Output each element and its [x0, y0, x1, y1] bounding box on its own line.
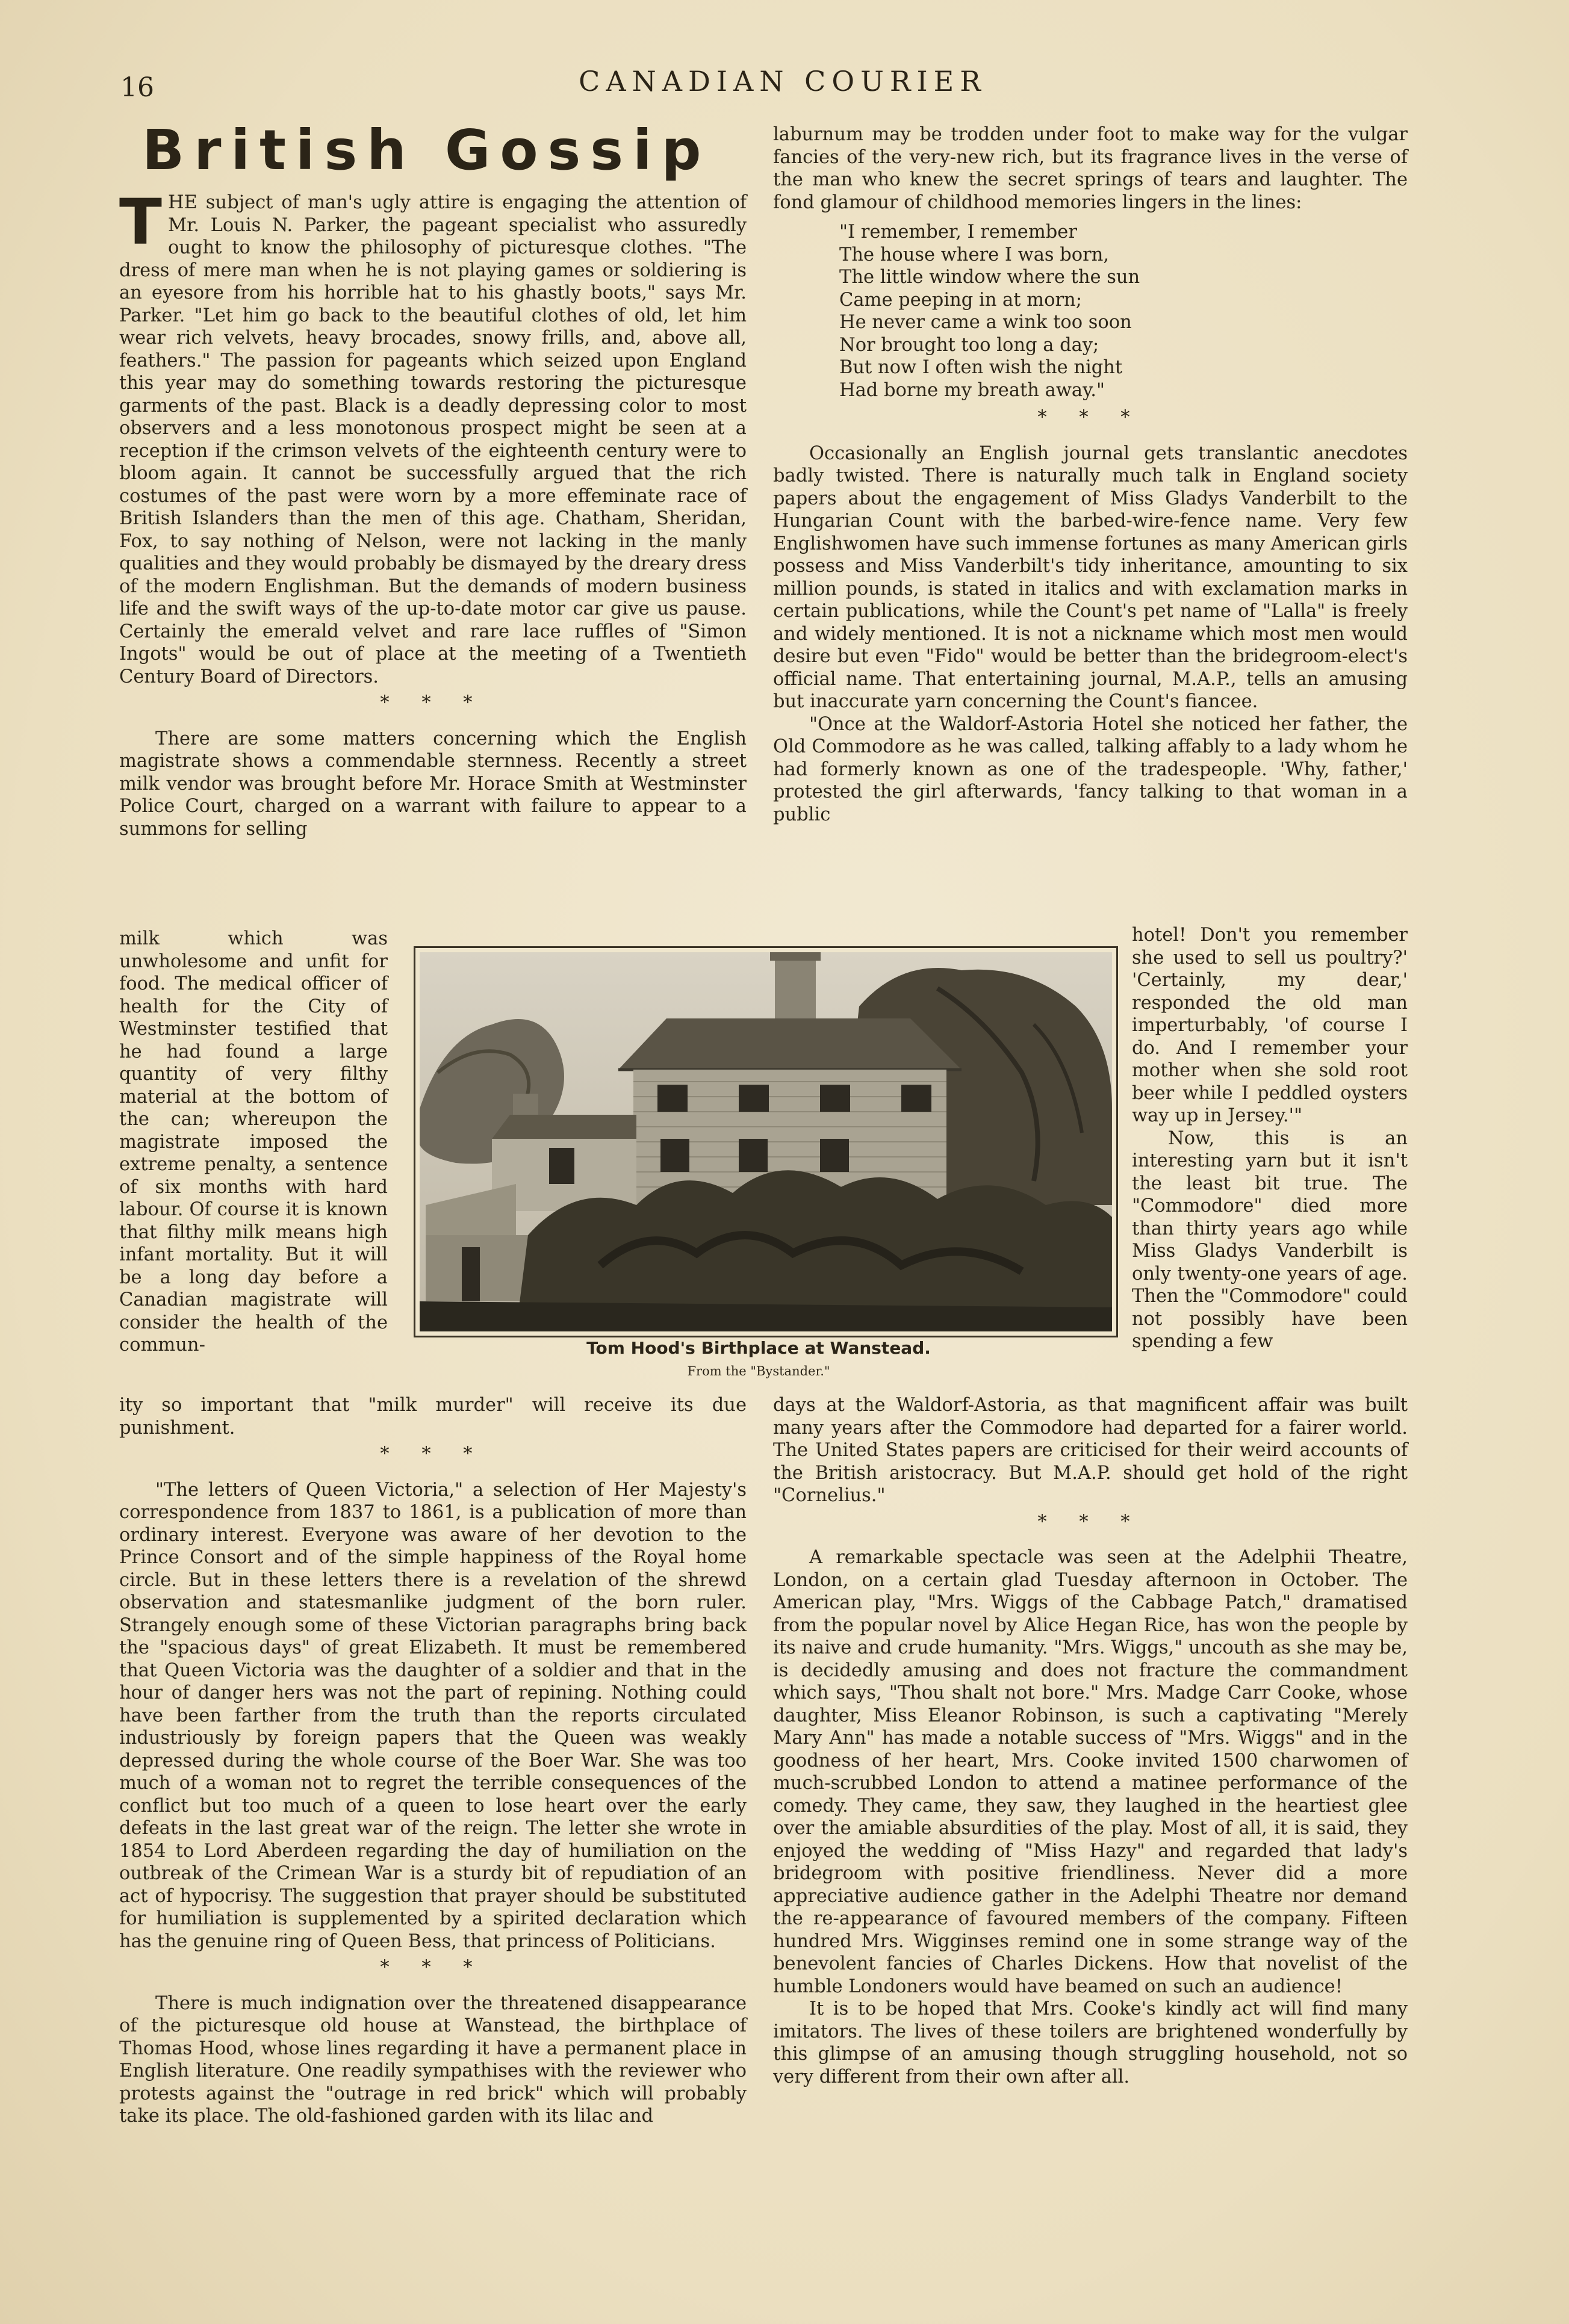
page-number: 16	[120, 72, 154, 103]
running-head: CANADIAN COURIER	[579, 65, 987, 98]
section-separator: * * *	[380, 1957, 486, 1978]
poem-line: Came peeping in at morn;	[839, 289, 1082, 311]
article-headline: British Gossip	[142, 118, 711, 182]
section-separator: * * *	[1037, 1511, 1143, 1532]
poem-line: "I remember, I remember	[839, 222, 1077, 243]
paragraph-vanderbilt: Occasionally an English journal gets translantic anecdotes badly twisted. There is naturally much talk in England society papers about the engagement of Miss Gladys Vanderbilt to the Hungarian Count with the barbed-wire-fence name. Very few Englishwomen have such immense fortunes as many American girls possess and Miss Vanderbilt's tidy inheritance, amounting to six million pounds, is stated in italics and with exclamation marks in certain publications, while the Count's pet name of "Lalla" is freely and widely mentioned. It is not a nickname which most men would desire but even "Fido" would be better than the bridegroom-elect's official name. That entertaining journal, M.A.P., tells an amusing but inaccurate yarn concerning the Count's fiancee.	[773, 442, 1408, 712]
paragraph-milk-vendor-end: ity so important that "milk murder" will receive its due punishment.	[119, 1395, 747, 1439]
paragraph-milk-vendor: There are some matters concerning which the English magistrate shows a commendable sternness. Recently a street milk vendor was brought before Mr. Horace Smith at Westminster Police Court, charged on a warrant with failure to appear to a summons for selling	[119, 728, 747, 840]
photo-caption: Tom Hood's Birthplace at Wanstead.	[586, 1338, 931, 1358]
poem-line: Had borne my breath away."	[839, 379, 1105, 401]
section-separator: * * *	[380, 1443, 486, 1464]
paragraph-mrs-wiggs: A remarkable spectacle was seen at the Adelphii Theatre, London, on a certain glad Tuesday afternoon in October. The American play, "Mrs. Wiggs of the Cabbage Patch," dramatised from the popular novel by Alice Hegan Rice, has won the people by its naive and crude humanity. "Mrs. Wiggs," uncouth as she may be, is decidedly amusing and does not fracture the commandment which says, "Thou shalt not bore." Mrs. Madge Carr Cooke, whose daughter, Miss Eleanor Robinson, is such a captivating "Merely Mary Ann" has made a notable success of "Mrs. Wiggs" and in the goodness of her heart, Mrs. Cooke invited 1500 charwomen of much-scrubbed London to attend a matinee performance of the comedy. They came, they saw, they laughed in the heartiest glee over the amiable absurdities of the play. Most of all, it is said, they enjoyed the wedding of "Miss Hazy" and regarded that lady's bridegroom with positive friendliness. Never did a more appreciative audience gather in the Adelphi Theatre nor demand the re-appearance of favoured members of the company. Fifteen hundred Mrs. Wigginses remind one in some strange way of the benevolent fancies of Charles Dickens. How that novelist of the humble Londoners would have beamed on such an audience!	[773, 1547, 1408, 1997]
section-separator: * * *	[1037, 407, 1143, 428]
poem-line: But now I often wish the night	[839, 357, 1123, 378]
paragraph-queen-victoria: "The letters of Queen Victoria," a selection of Her Majesty's correspondence from 1837 to 1861, is a publication of more than ordinary interest. Everyone was aware of her devotion to the Prince Consort and of the simple happiness of the Royal home circle. But in these letters there is a revelation of the shrewd observation and statesmanlike judgment of the born ruler. Strangely enough some of these Victorian paragraphs bring back the "spacious days" of great Elizabeth. It must be remembered that Queen Victoria was the daughter of a soldier and that in the hour of danger hers was not the part of repining. Nothing could have been farther from the truth than the reports circulated industriously by foreign papers that the Queen was weakly depressed during the whole course of the Boer War. She was too much of a woman not to regret the terrible consequences of the conflict but too much of a queen to lose heart over the early defeats in the last great war of the reign. The letter she wrote in 1854 to Lord Aberdeen regarding the day of humiliation on the outbreak of the Crimean War is a sturdy bit of repudiation of an act of hypocrisy. The suggestion that prayer should be substituted for humiliation is supplemented by a spirited declaration which has the genuine ring of Queen Bess, that princess of Politicians.	[119, 1479, 747, 1952]
drop-cap: T	[119, 185, 162, 259]
left-column-top	[119, 185, 747, 840]
poem-line: The little window where the sun	[839, 267, 1140, 288]
poem-line: He never came a wink too soon	[839, 312, 1132, 333]
poem-i-remember	[839, 221, 1408, 401]
paragraph-waldorf-anecdote: "Once at the Waldorf-Astoria Hotel she noticed her father, the Old Commodore as he was called, talking affably to a lady whom he had formerly known as one of the tradespeople. 'Why, father,' protested the girl afterwards, 'fancy talking to that woman in a public	[773, 713, 1408, 825]
right-column-narrow	[1132, 924, 1408, 1353]
house-illustration	[420, 952, 1112, 1331]
paragraph-mens-attire: THE subject of man's ugly attire is engaging the attention of Mr. Louis N. Parker, the pageant specialist who assuredly ought to know the philosophy of picturesque clothes. "The dress of mere man when he is not playing games or soldiering is an eyesore from his horrible hat to his ghastly boots," says Mr. Parker. "Let him go back to the beautiful clothes of old, let him wear rich velvets, heavy brocades, snowy frills, and, above all, feathers." The passion for pageants which seized upon England this year may do something towards restoring the picturesque garments of the past. Black is a deadly depressing color to most observers and a less monotonous prospect might be seen at a reception if the crimson velvets of the eighteenth century were to bloom again. It cannot be successfully argued that the rich costumes of the past were worn by a more effeminate race of British Islanders than the men of this age. Chatham, Sheridan, Fox, to say nothing of Nelson, were not lacking in the manly qualities and they would probably be dismayed by the dreary dress of the modern Englishman. But the demands of modern business life and the swift ways of the up-to-date motor car give us pause. Certainly the emerald velvet and rare lace ruffles of "Simon Ingots" would be out of place at the meeting of a Twentieth Century Board of Directors.	[119, 185, 747, 687]
paragraph-commodore-end: days at the Waldorf-Astoria, as that magnificent affair was built many years after the Commodore had departed for a fairer world. The United States papers are criticised for their weird accounts of the British aristocracy. But M.A.P. should get hold of the right "Cornelius."	[773, 1395, 1408, 1506]
right-column-bottom	[773, 1394, 1408, 2088]
left-column-bottom	[119, 1394, 747, 2128]
paragraph-commodore: Now, this is an interesting yarn but it isn't the least bit true. The "Commodore" died more than thirty years ago while Miss Gladys Vanderbilt is only twenty-one years of age. Then the "Commodore" could not possibly have been spending a few	[1132, 1127, 1408, 1352]
photo-credit: From the "Bystander."	[687, 1364, 830, 1378]
right-column-top	[773, 123, 1408, 826]
poem-line: Nor brought too long a day;	[839, 334, 1099, 356]
paragraph-wanstead-house: There is much indignation over the threatened disappearance of the picturesque old house at Wanstead, the birthplace of Thomas Hood, whose lines regarding it have a permanent place in English literature. One readily sympathises with the reviewer who protests against the "outrage in red brick" which will probably take its place. The old-fashioned garden with its lilac and	[119, 1992, 747, 2127]
paragraph-kindly-act: It is to be hoped that Mrs. Cooke's kindly act will find many imitators. The lives of these toilers are brightened wonderfully by this glimpse of an amusing though struggling household, not so very different from their own after all.	[773, 1998, 1408, 2087]
paragraph-milk-vendor-cont: milk which was unwholesome and unfit for food. The medical officer of health for the City of Westminster testified that he had found a large quantity of very filthy material at the bottom of the can; whereupon the magistrate imposed the extreme penalty, a sentence of six months with hard labour. Of course it is known that filthy milk means high infant mortality. But it will be a long day before a Canadian magistrate will consider the health of the commun-	[119, 928, 388, 1356]
photo-tom-hood-birthplace	[414, 946, 1118, 1337]
left-column-narrow	[119, 928, 388, 1357]
paragraph-waldorf-anecdote-cont: hotel! Don't you remember she used to sell us poultry?' 'Certainly, my dear,' responded the old man imperturbably, 'of course I do. And I remember your mother when she sold root beer while I peddled oysters way up in Jersey.'"	[1132, 925, 1408, 1126]
paragraph-laburnum: laburnum may be trodden under foot to make way for the vulgar fancies of the very-new rich, but its fragrance lives in the verse of the man who knew the secret springs of tears and laughter. The fond glamour of childhood memories lingers in the lines:	[773, 124, 1408, 213]
poem-line: The house where I was born,	[839, 244, 1110, 265]
section-separator: * * *	[380, 692, 486, 713]
